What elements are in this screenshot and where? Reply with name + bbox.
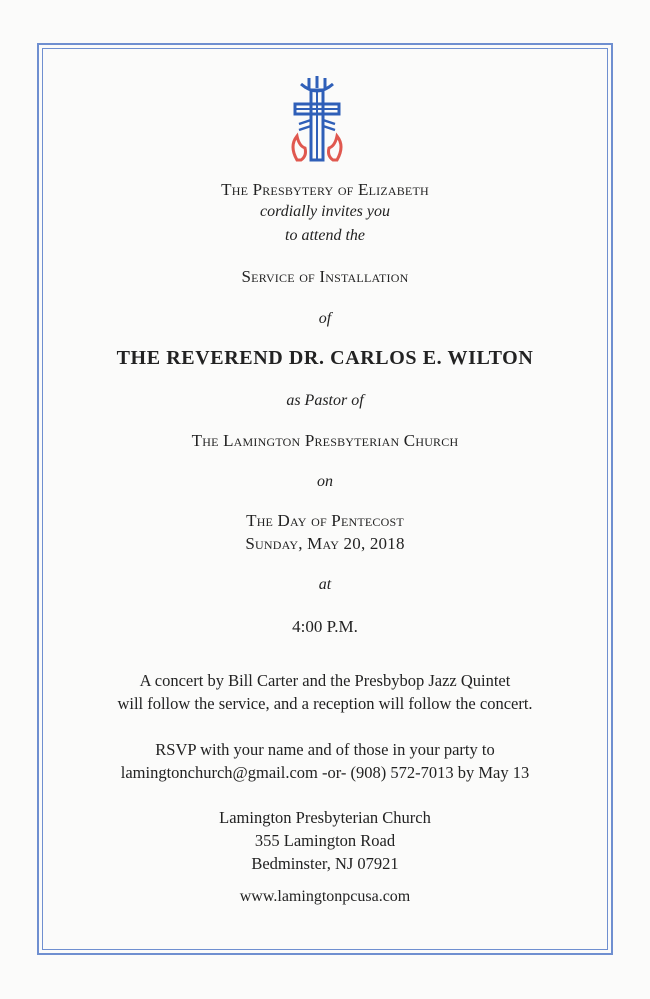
of-line: of — [318, 310, 332, 327]
concert-line-2: will follow the service, and a reception will follow the concert. — [117, 694, 533, 713]
at-line: at — [318, 576, 332, 593]
church-name: The Lamington Presbyterian Church — [191, 431, 459, 450]
rsvp-line-1: RSVP with your name and of those in your party to — [155, 740, 495, 759]
service-title: Service of Installation — [241, 267, 409, 286]
time-line: 4:00 P.M. — [292, 617, 358, 636]
date-line: Sunday, May 20, 2018 — [245, 534, 405, 553]
presbyterian-seal-icon — [287, 74, 347, 166]
website-link[interactable]: www.lamingtonpcusa.com — [239, 888, 411, 905]
concert-line-1: A concert by Bill Carter and the Presbybop Jazz Quintet — [139, 671, 511, 690]
role-line: as Pastor of — [286, 392, 364, 409]
address-line-2: 355 Lamington Road — [254, 831, 396, 850]
address-line-1: Lamington Presbyterian Church — [219, 808, 431, 827]
address-line-3: Bedminster, NJ 07921 — [251, 854, 399, 873]
honoree-name: THE REVEREND DR. CARLOS E. WILTON — [116, 347, 534, 369]
on-line: on — [317, 473, 333, 490]
day-line: The Day of Pentecost — [246, 511, 404, 530]
invite-line-1: cordially invites you — [259, 203, 391, 220]
invite-line-2: to attend the — [285, 227, 365, 244]
host-line: The Presbytery of Elizabeth — [221, 180, 429, 199]
rsvp-line-2: lamingtonchurch@gmail.com -or- (908) 572-7013 by May 13 — [120, 763, 530, 782]
